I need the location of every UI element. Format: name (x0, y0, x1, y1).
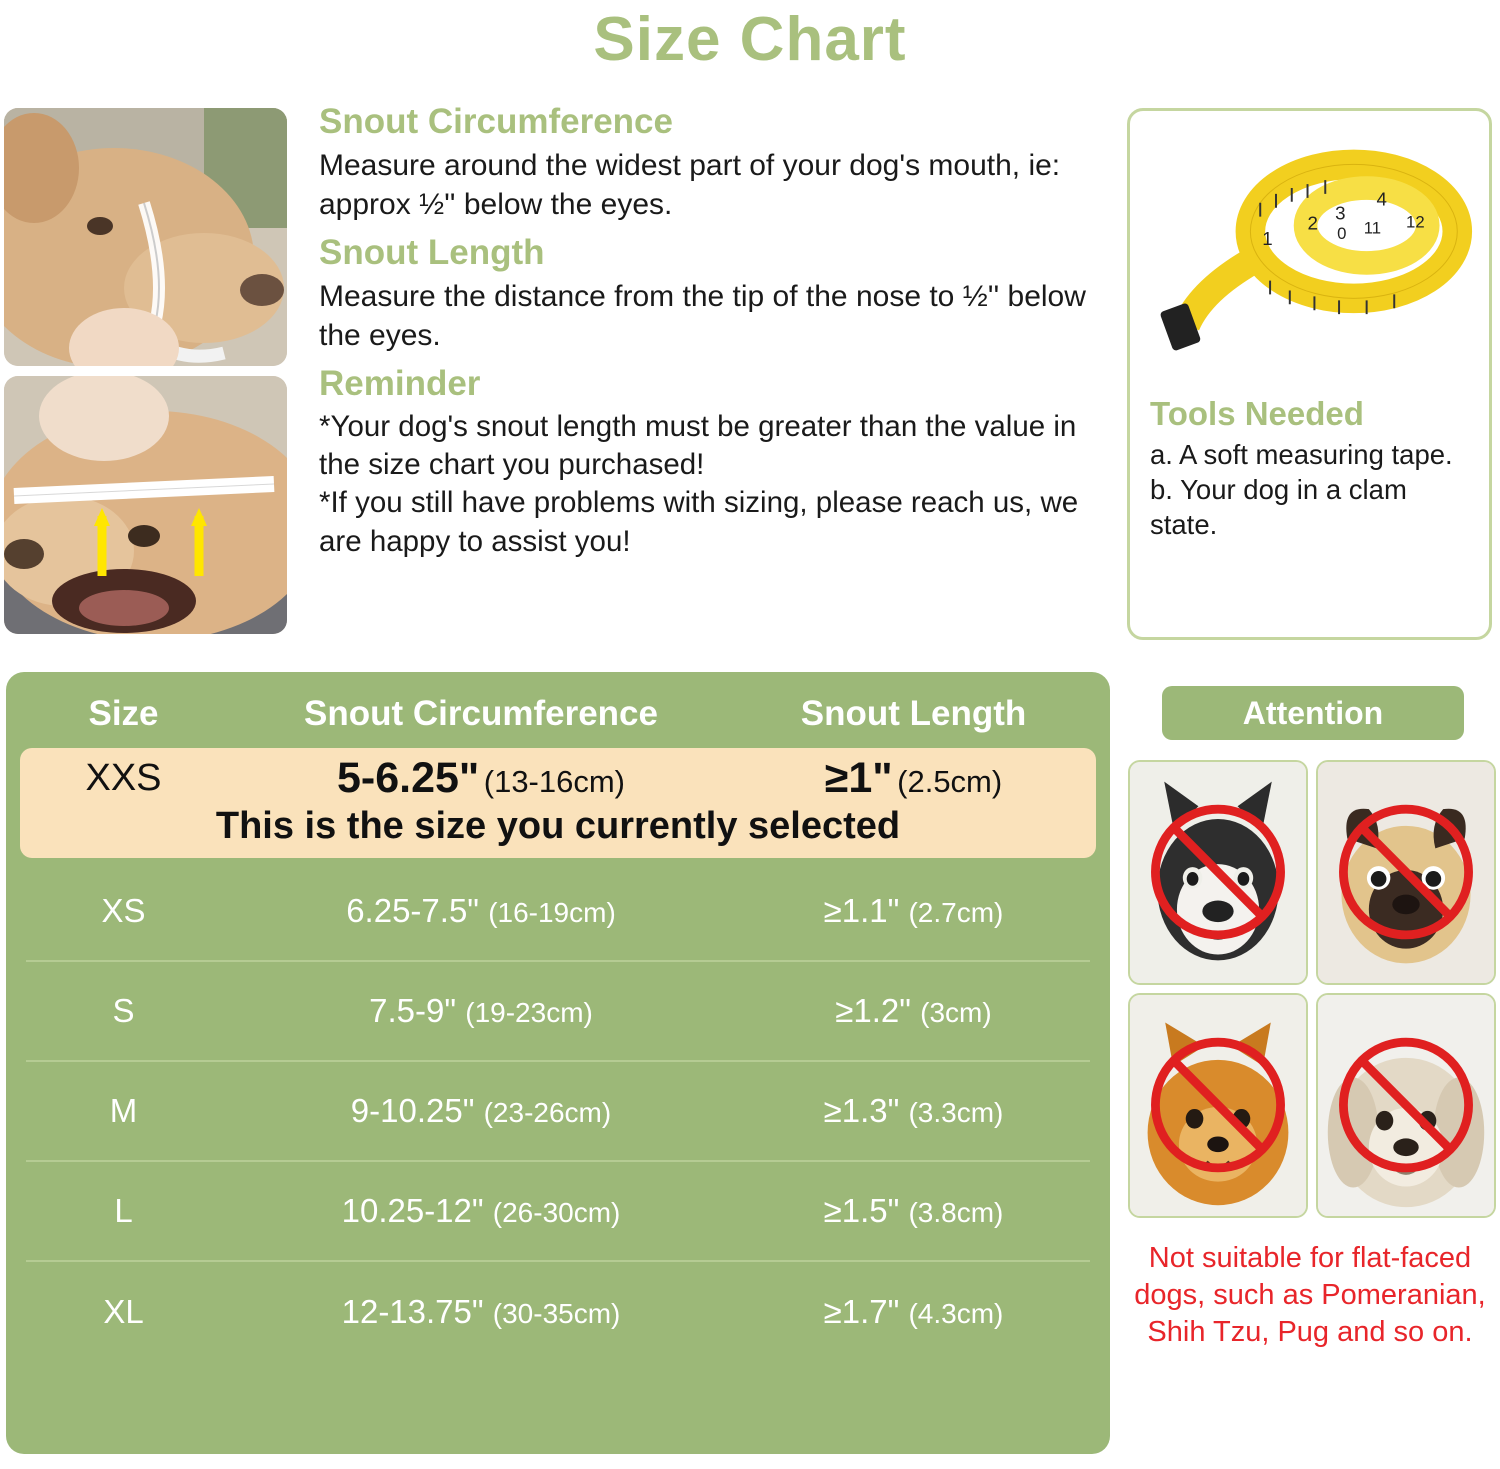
attention-heading: Attention (1162, 686, 1464, 740)
cell-length-in: ≥1.1" (823, 892, 900, 929)
svg-text:12: 12 (1406, 212, 1425, 232)
tools-needed-heading: Tools Needed (1150, 395, 1364, 432)
page-title: Size Chart (593, 5, 907, 74)
cell-circumference-cm: (16-19cm) (488, 897, 616, 928)
tools-item-a: a. A soft measuring tape. (1150, 439, 1453, 470)
snout-length-heading: Snout Length (319, 232, 545, 272)
cell-circumference-in: 7.5-9" (369, 992, 457, 1029)
table-row-selected[interactable] (20, 748, 1096, 858)
dog-photo-pug (1316, 760, 1496, 985)
cell-circumference-in: 9-10.25" (350, 1092, 475, 1129)
cell-length-cm: (3.8cm) (908, 1197, 1004, 1228)
cell-size: S (112, 992, 135, 1029)
svg-text:11: 11 (1363, 218, 1382, 238)
header-snout-length: Snout Length (800, 694, 1027, 733)
cell-size: XS (101, 892, 146, 929)
cell-circumference-in: 6.25-7.5" (346, 892, 480, 929)
cell-length (741, 992, 1086, 1030)
reminder-line-2: *If you still have problems with sizing, please reach us, we are happy to assist you! (319, 486, 1079, 558)
reminder-line-1: *Your dog's snout length must be greater than the value in the size chart you purchased! (319, 409, 1077, 481)
dog-photo-pomeranian (1128, 993, 1308, 1218)
cell-circumference (221, 754, 741, 803)
photo-column (4, 108, 287, 644)
cell-length-cm: (2.5cm) (897, 764, 1003, 799)
cell-length (741, 1092, 1086, 1130)
cell-circumference-in: 10.25-12" (341, 1192, 484, 1229)
cell-size: XL (103, 1293, 144, 1330)
cell-length (741, 1192, 1086, 1230)
cell-length-cm: (2.7cm) (908, 897, 1004, 928)
table-row[interactable] (26, 862, 1090, 962)
table-row[interactable] (26, 1262, 1090, 1362)
attention-dog-grid (1128, 760, 1496, 1218)
cell-length-in: ≥1.5" (823, 1192, 900, 1229)
cell-length-cm: (3cm) (920, 997, 992, 1028)
cell-length-in: ≥1.7" (823, 1293, 900, 1330)
attention-warning-text: Not suitable for flat-faced dogs, such as Pomeranian, Shih Tzu, Pug and so on. (1134, 1242, 1486, 1349)
table-row[interactable] (26, 1162, 1090, 1262)
cell-length (741, 892, 1086, 930)
cell-length-in: ≥1.3" (823, 1092, 900, 1129)
cell-length (741, 1293, 1086, 1331)
snout-circumference-text: Measure around the widest part of your dog's mouth, ie: approx ½'' below the eyes. (319, 148, 1061, 222)
cell-circumference (221, 892, 741, 930)
size-table (6, 672, 1110, 1454)
reminder-heading: Reminder (319, 363, 481, 403)
cell-length-cm: (4.3cm) (908, 1298, 1004, 1329)
table-row[interactable] (26, 1062, 1090, 1162)
selected-size-note: This is the size you currently selected (215, 805, 901, 847)
cell-circumference-cm: (30-35cm) (492, 1298, 621, 1329)
photo-snout-circumference (4, 108, 287, 366)
dog-photo-shih-tzu (1316, 993, 1496, 1218)
cell-circumference-cm: (26-30cm) (492, 1197, 621, 1228)
snout-circumference-heading: Snout Circumference (319, 102, 673, 141)
cell-circumference (221, 1092, 741, 1130)
cell-size: L (114, 1192, 133, 1229)
cell-circumference (221, 1293, 741, 1331)
cell-size: M (109, 1092, 138, 1129)
cell-circumference (221, 1192, 741, 1230)
cell-size: XXS (85, 757, 162, 799)
instruction-text-block (305, 100, 1120, 561)
svg-text:4: 4 (1376, 188, 1387, 210)
cell-circumference-cm: (23-26cm) (483, 1097, 612, 1128)
svg-text:2: 2 (1307, 212, 1318, 234)
cell-length-in: ≥1" (824, 754, 893, 802)
cell-length-cm: (3.3cm) (908, 1097, 1004, 1128)
measuring-tape-image (1142, 121, 1477, 391)
cell-circumference-cm: (13-16cm) (483, 764, 626, 799)
dog-photo-french-bulldog (1128, 760, 1308, 985)
header-size: Size (88, 694, 159, 733)
cell-length (741, 754, 1086, 803)
tools-item-b: b. Your dog in a clam state. (1150, 474, 1407, 541)
cell-length-in: ≥1.2" (835, 992, 911, 1029)
tools-needed-panel (1127, 108, 1492, 640)
snout-length-text: Measure the distance from the tip of the nose to ½'' below the eyes. (319, 279, 1086, 353)
svg-text:0: 0 (1337, 224, 1347, 244)
svg-text:1: 1 (1262, 228, 1273, 250)
table-header-row (26, 686, 1090, 748)
cell-circumference-in: 5-6.25" (336, 754, 480, 802)
cell-circumference-cm: (19-23cm) (465, 997, 593, 1028)
cell-circumference-in: 12-13.75" (341, 1293, 484, 1330)
cell-circumference (221, 992, 741, 1030)
photo-snout-length (4, 376, 287, 634)
svg-text:3: 3 (1335, 202, 1346, 224)
header-snout-circumference: Snout Circumference (304, 694, 658, 733)
table-row[interactable] (26, 962, 1090, 1062)
